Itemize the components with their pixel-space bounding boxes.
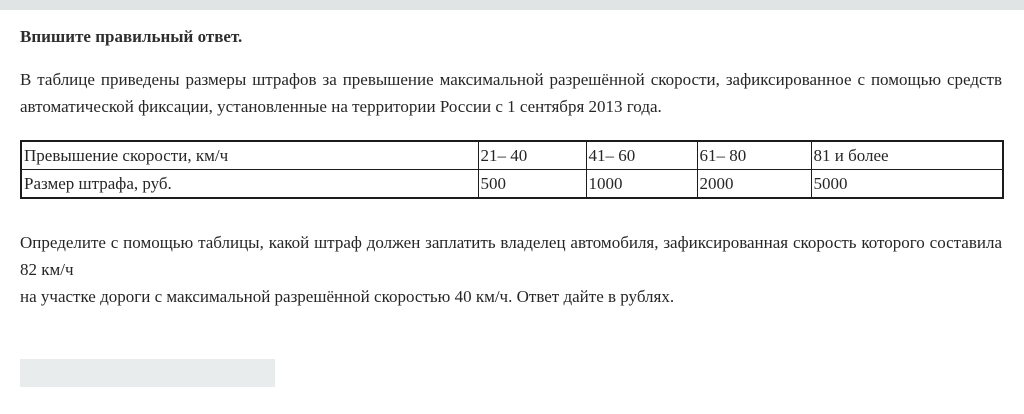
fines-table xyxy=(20,140,1004,199)
table-cell-fine-4: 5000 xyxy=(811,170,1003,199)
task-content xyxy=(0,26,1024,387)
task-question-line1: Определите с помощью таблицы, какой штраф должен заплатить владелец автомобиля, зафиксированная скорость которого составила 82 км/ч xyxy=(20,233,1002,279)
table-cell-fine-3: 2000 xyxy=(697,170,811,199)
task-description: В таблице приведены размеры штрафов за превышение максимальной разрешённой скорости, зафиксированное с помощью средств автоматической фиксации, установленные на территории России с 1 сентября 2013 года. xyxy=(20,70,1002,116)
table-cell-speed-range-2: 41– 60 xyxy=(586,141,697,170)
top-divider-strip xyxy=(0,0,1024,10)
answer-area xyxy=(20,359,1002,387)
table-cell-fine-1: 500 xyxy=(478,170,586,199)
task-question xyxy=(20,229,1002,310)
table-cell-speed-range-1: 21– 40 xyxy=(478,141,586,170)
task-instruction-heading: Впишите правильный ответ. xyxy=(20,27,243,46)
table-row-speed-excess xyxy=(21,141,1003,170)
table-cell-speed-header: Превышение скорости, км/ч xyxy=(21,141,478,170)
table-cell-speed-range-3: 61– 80 xyxy=(697,141,811,170)
table-cell-fine-header: Размер штрафа, руб. xyxy=(21,170,478,199)
table-row-fine-amount xyxy=(21,170,1003,199)
answer-input[interactable] xyxy=(20,359,275,387)
task-question-line2: на участке дороги с максимальной разрешённой скоростью 40 км/ч. Ответ дайте в рублях. xyxy=(20,287,675,306)
table-cell-speed-range-4: 81 и более xyxy=(811,141,1003,170)
table-cell-fine-2: 1000 xyxy=(586,170,697,199)
